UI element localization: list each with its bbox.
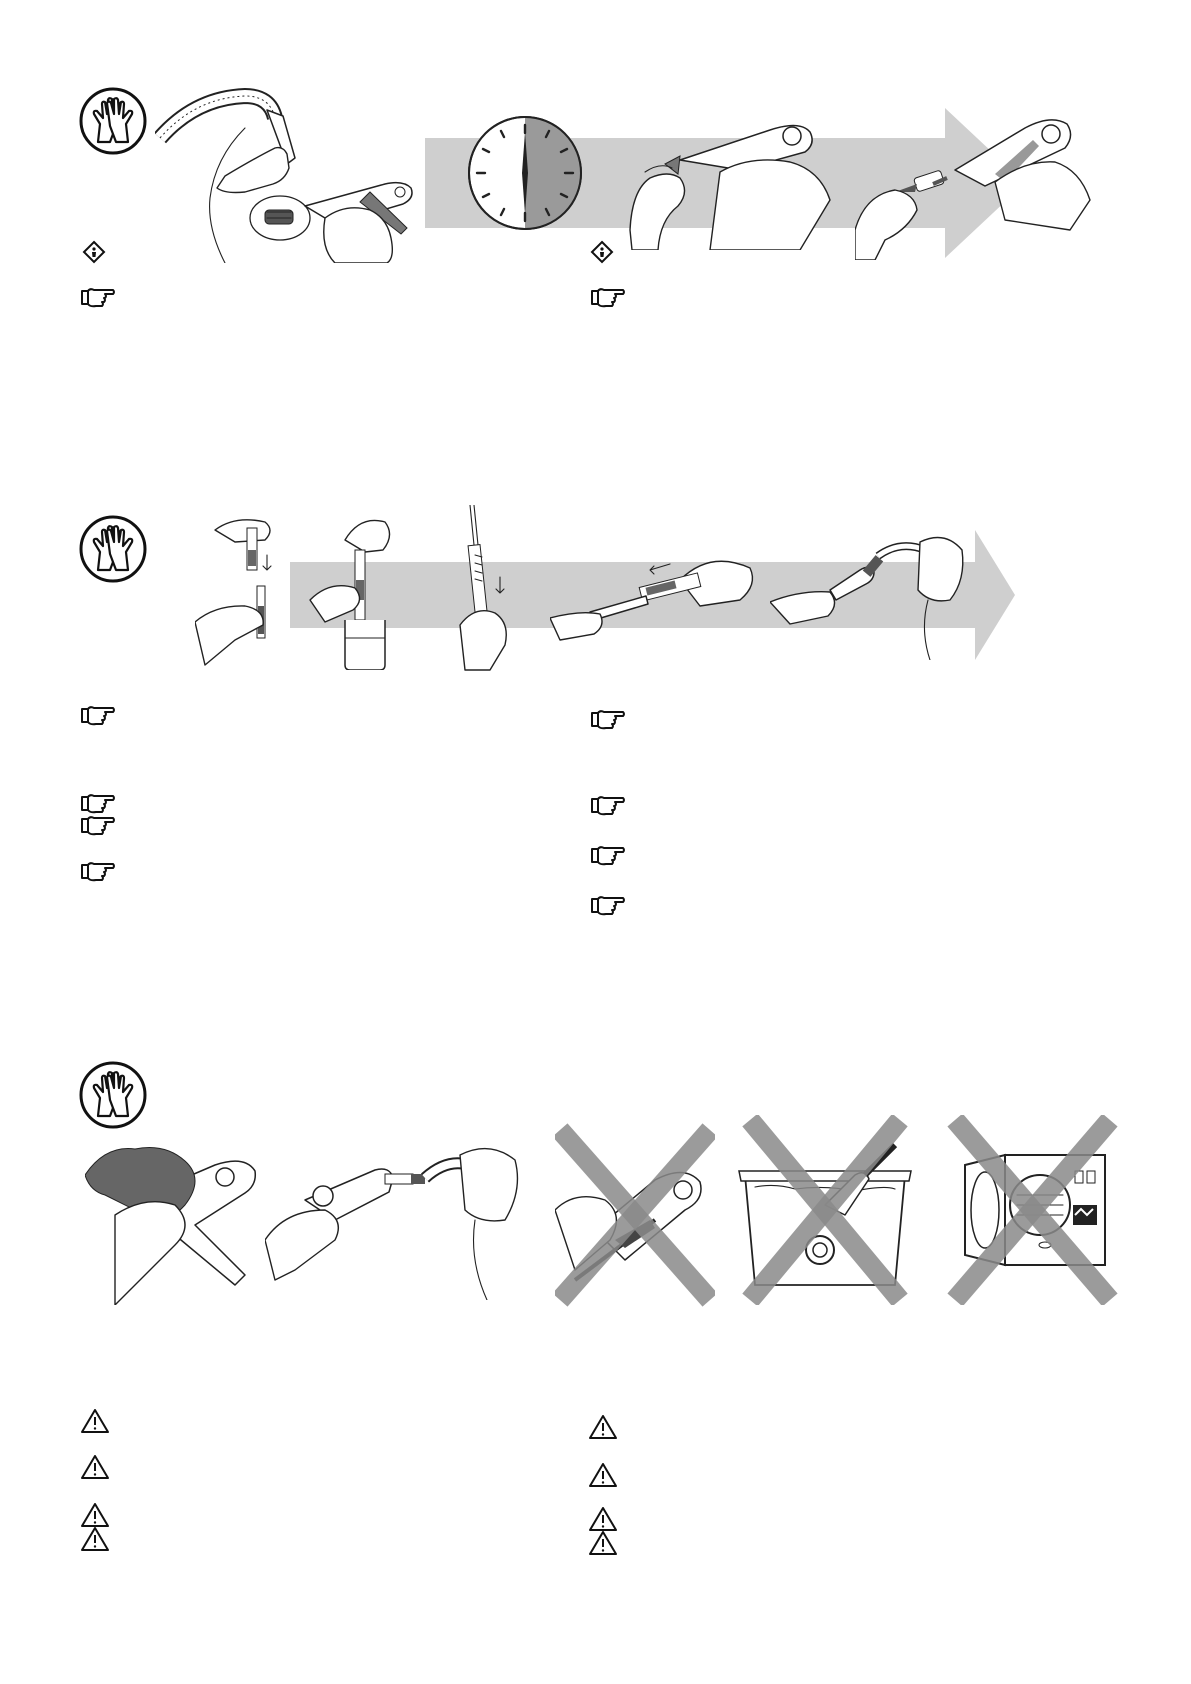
illustration-step-syringe-fill [195,510,285,670]
warning-triangle-icon [80,1526,110,1552]
illustration-no-brushing [555,1120,715,1310]
pointing-hand-icon [590,844,626,866]
illustration-remove-tip [620,100,840,250]
illustration-connect-hose [265,1130,535,1300]
pointing-hand-icon [590,708,626,730]
person-warning-icon [590,240,614,264]
pointing-hand-icon [80,814,116,836]
gloves-icon [78,1060,148,1130]
warning-triangle-icon [80,1408,110,1434]
illustration-step-flush-handpiece [550,540,760,650]
illustration-attach-tip [855,100,1095,260]
pointing-hand-icon [80,286,116,308]
pointing-hand-icon [590,894,626,916]
section-3 [0,1060,1191,1260]
pointing-hand-icon [80,704,116,726]
gloves-icon [78,86,148,156]
illustration-wipe-handpiece [85,1135,265,1305]
pointing-hand-icon [80,860,116,882]
warning-triangle-icon [588,1530,618,1556]
warning-triangle-icon [80,1502,110,1528]
section-1 [0,60,1191,320]
warning-triangle-icon [588,1506,618,1532]
pointing-hand-icon [80,792,116,814]
warning-triangle-icon [588,1414,618,1440]
person-warning-icon [82,240,106,264]
illustration-step-beaker [305,510,405,670]
warning-triangle-icon [80,1454,110,1480]
warning-triangle-icon [588,1462,618,1488]
illustration-step-vertical-syringe [450,505,530,675]
illustration-no-autoclave [945,1115,1120,1305]
illustration-insert-handpiece [155,88,445,263]
illustration-step-connect-hose [770,520,970,660]
illustration-no-immersion [735,1115,915,1305]
gloves-icon [78,514,148,584]
pointing-hand-icon [590,794,626,816]
pointing-hand-icon [590,286,626,308]
section-2 [0,500,1191,920]
clock-icon [466,114,584,232]
